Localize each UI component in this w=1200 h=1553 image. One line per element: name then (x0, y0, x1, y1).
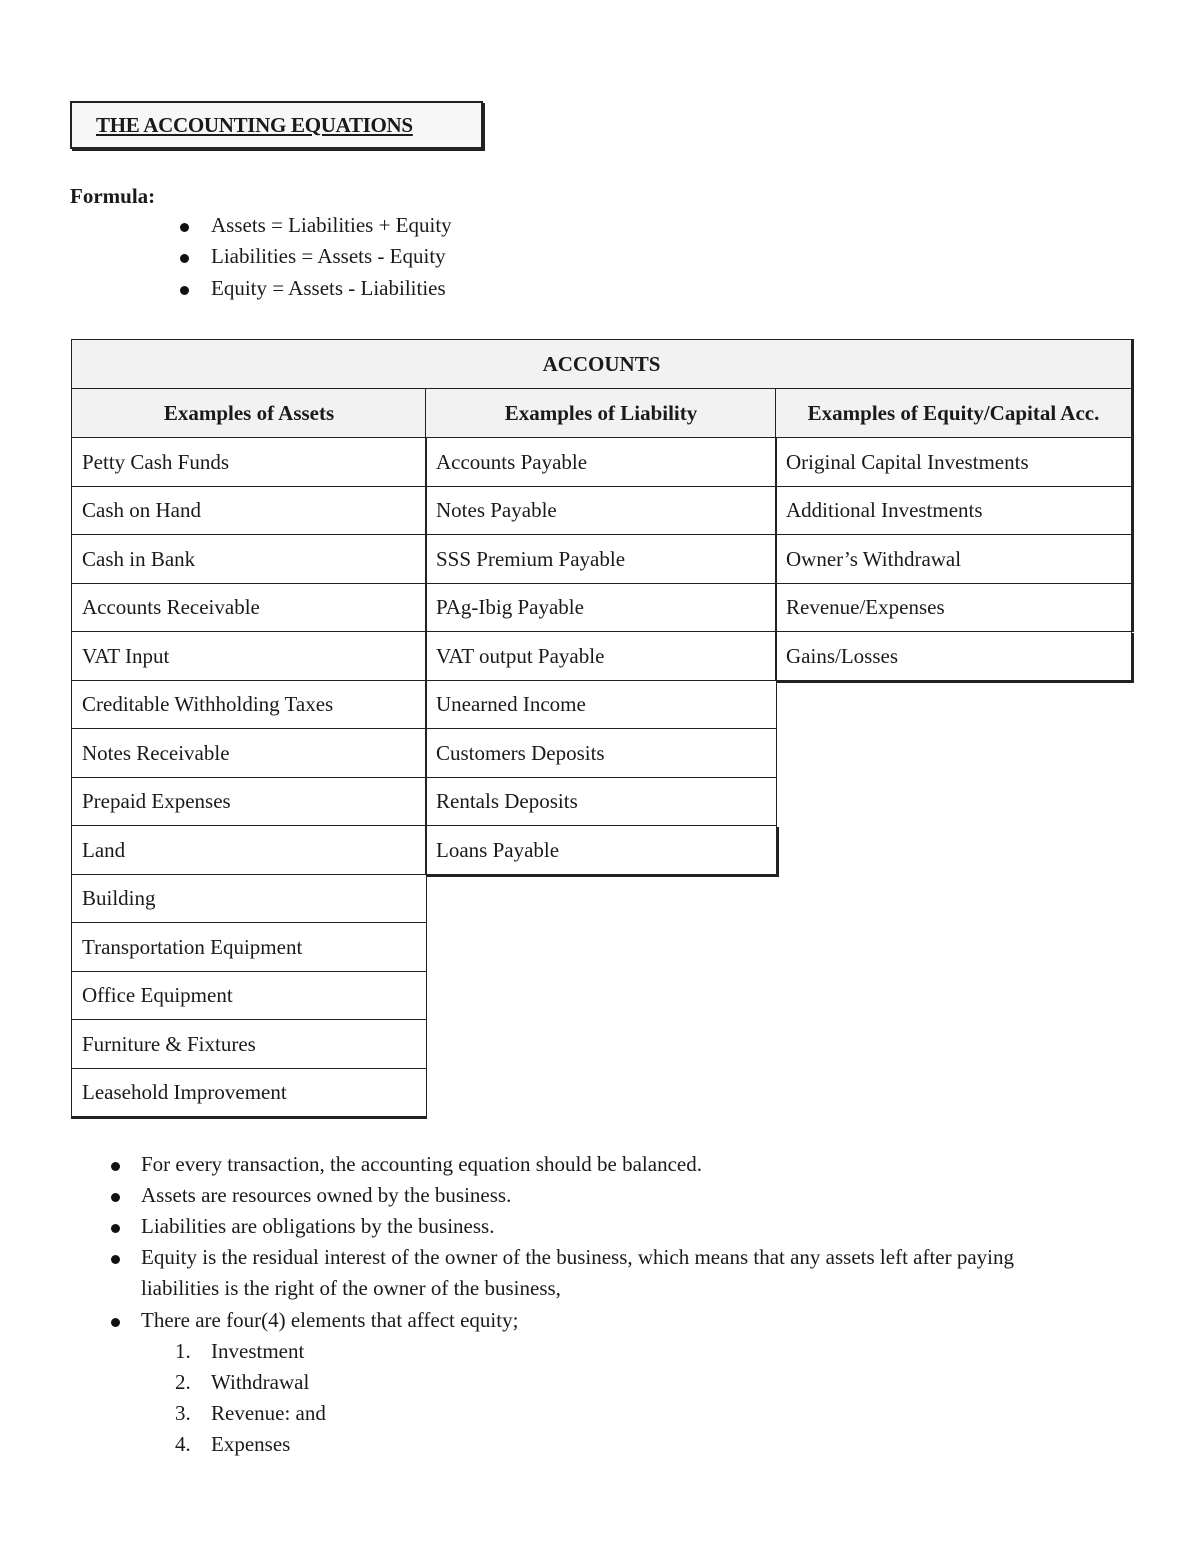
liability-cell: Unearned Income (425, 680, 777, 729)
equity-cell: Additional Investments (775, 486, 1132, 535)
accounts-table (71, 339, 1132, 1119)
bullet-icon (111, 1224, 120, 1233)
asset-cell: Cash in Bank (71, 534, 427, 584)
document-title: THE ACCOUNTING EQUATIONS (96, 112, 413, 137)
bullet-icon (180, 286, 189, 295)
asset-cell: Petty Cash Funds (71, 437, 427, 487)
asset-cell: Notes Receivable (71, 728, 427, 778)
asset-cell: Transportation Equipment (71, 922, 427, 972)
bullet-icon (111, 1193, 120, 1202)
liability-cell: Notes Payable (425, 486, 777, 535)
equity-cell: Revenue/Expenses (775, 583, 1132, 632)
liability-cell: Accounts Payable (425, 437, 777, 487)
bullet-icon (111, 1318, 120, 1327)
liability-cell: Rentals Deposits (425, 777, 777, 826)
bullet-icon (180, 254, 189, 263)
liability-cell: Customers Deposits (425, 728, 777, 778)
formula-label: Formula: (70, 184, 156, 208)
bullet-icon (111, 1162, 120, 1171)
asset-cell: Leasehold Improvement (71, 1068, 427, 1117)
asset-cell: VAT Input (71, 631, 427, 681)
title-box (70, 101, 483, 149)
asset-cell: Land (71, 825, 427, 875)
asset-cell: Office Equipment (71, 971, 427, 1020)
liability-cell: VAT output Payable (425, 631, 777, 681)
column-header-assets: Examples of Assets (71, 388, 427, 438)
liability-cell: Loans Payable (425, 825, 777, 875)
liability-cell: PAg-Ibig Payable (425, 583, 777, 632)
asset-cell: Furniture & Fixtures (71, 1019, 427, 1069)
asset-cell: Cash on Hand (71, 486, 427, 535)
equity-cell: Gains/Losses (775, 631, 1132, 681)
column-header-liability: Examples of Liability (425, 388, 777, 438)
table-heading: ACCOUNTS (71, 339, 1132, 389)
equity-cell: Owner’s Withdrawal (775, 534, 1132, 584)
bullet-icon (111, 1255, 120, 1264)
equity-cell: Original Capital Investments (775, 437, 1132, 487)
liability-cell: SSS Premium Payable (425, 534, 777, 584)
column-header-equity: Examples of Equity/Capital Acc. (775, 388, 1132, 438)
asset-cell: Prepaid Expenses (71, 777, 427, 826)
document-page: THE ACCOUNTING EQUATIONS Formula: Assets = Liabilities + Equity Liabilities = Assets - Equity Equity = Assets - Liabilities ACCOUNTS Examples of Assets Examples of Liability Examples of Equity/Capital Acc. Petty Cash Funds Cash on Hand Cash in Bank Accounts Receivable VAT Input Creditable Withholding Taxes Notes Receivable Prepaid Expenses Land Building Transportation Equipment Office Equipment Furniture & Fixtures Leasehold Improvement Accounts Payable Notes Payable SSS Premium Payable PAg-Ibig Payable VAT output Payable Unearned Income Customers Deposits Rentals Deposits Loans Payable Original Capital Investments Additional Investments Owner’s Withdrawal Revenue/Expenses Gains/Losses For every transaction, the accounting equation should be balanced. Assets are resources owned by the business. Liabilities are obligations by the business. Equity is the residual interest of the owner of the business, which means that any assets left after paying liabilities is the right of the owner of the business, There are four(4) elements that affect equity; 1. Investment 2. Withdrawal 3. Revenue: and 4. Expenses (0, 0, 1200, 1553)
asset-cell: Building (71, 874, 427, 923)
bullet-icon (180, 223, 189, 232)
asset-cell: Accounts Receivable (71, 583, 427, 632)
asset-cell: Creditable Withholding Taxes (71, 680, 427, 729)
